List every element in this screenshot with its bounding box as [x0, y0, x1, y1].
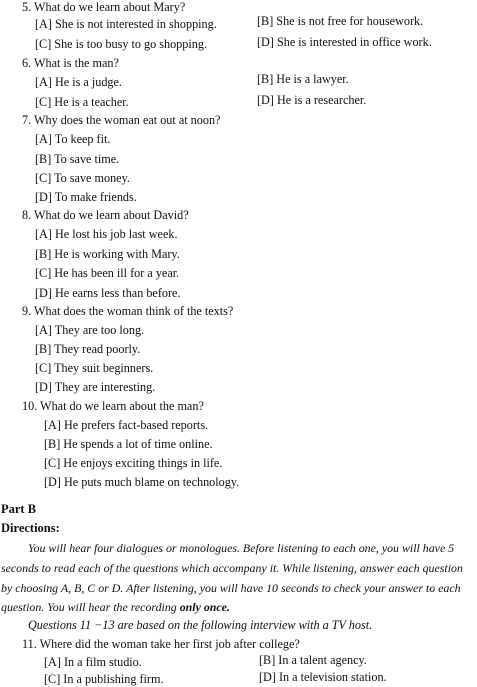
question-9-stem: 9. What does the woman think of the texts?	[22, 304, 234, 318]
directions-line-2: seconds to read each of the questions which accompany it. While listening, answer each question	[1, 561, 463, 575]
question-5-option-b: [B] She is not free for housework.	[257, 14, 424, 28]
directions-line-3: by choosing A, B, C or D. After listening, you will have 10 seconds to check your answer to each	[1, 581, 461, 595]
questions-note: Questions 11 −13 are based on the following interview with a TV host.	[28, 618, 373, 632]
question-8-stem: 8. What do we learn about David?	[22, 208, 189, 222]
question-6-stem: 6. What is the man?	[22, 56, 119, 70]
question-8-option-d: [D] He earns less than before.	[35, 286, 181, 300]
directions-label: Directions:	[1, 521, 60, 535]
directions-last-text: question. You will hear the recording	[1, 600, 180, 614]
question-5-option-c: [C] She is too busy to go shopping.	[35, 37, 207, 51]
question-9-option-b: [B] They read poorly.	[35, 342, 141, 356]
question-7-option-a: [A] To keep fit.	[35, 132, 111, 146]
question-10-option-d: [D] He puts much blame on technology.	[44, 475, 240, 489]
question-8-option-c: [C] He has been ill for a year.	[35, 266, 180, 280]
question-6-option-a: [A] He is a judge.	[35, 75, 122, 89]
part-b-heading: Part B	[1, 502, 37, 516]
question-6-option-b: [B] He is a lawyer.	[257, 72, 349, 86]
question-7-option-b: [B] To save time.	[35, 152, 120, 166]
question-9-option-a: [A] They are too long.	[35, 323, 145, 337]
question-10-option-a: [A] He prefers fact-based reports.	[44, 418, 209, 432]
question-7-option-c: [C] To save money.	[35, 171, 130, 185]
question-7-stem: 7. Why does the woman eat out at noon?	[22, 113, 221, 127]
question-5-stem: 5. What do we learn about Mary?	[22, 0, 186, 14]
question-11-option-a: [A] In a film studio.	[44, 655, 142, 669]
question-10-option-c: [C] He enjoys exciting things in life.	[44, 456, 223, 470]
directions-emphasis: only once.	[179, 600, 230, 614]
question-8-option-b: [B] He is working with Mary.	[35, 247, 180, 261]
question-9-option-c: [C] They suit beginners.	[35, 361, 154, 375]
question-7-option-d: [D] To make friends.	[35, 190, 137, 204]
question-5-option-d: [D] She is interested in office work.	[257, 35, 432, 49]
question-6-option-d: [D] He is a researcher.	[257, 93, 367, 107]
directions-line-4	[1, 600, 230, 615]
question-9-option-d: [D] They are interesting.	[35, 380, 156, 394]
question-11-stem: 11. Where did the woman take her first job after college?	[22, 637, 300, 651]
question-11-option-c: [C] In a publishing firm.	[44, 672, 164, 686]
directions-line-1: You will hear four dialogues or monologues. Before listening to each one, you will have 5	[28, 541, 455, 555]
question-6-option-c: [C] He is a teacher.	[35, 95, 129, 109]
question-5-option-a: [A] She is not interested in shopping.	[35, 17, 217, 31]
question-11-option-d: [D] In a television station.	[259, 670, 387, 684]
question-11-option-b: [B] In a talent agency.	[259, 653, 367, 667]
question-10-option-b: [B] He spends a lot of time online.	[44, 437, 213, 451]
question-8-option-a: [A] He lost his job last week.	[35, 227, 178, 241]
question-10-stem: 10. What do we learn about the man?	[22, 399, 204, 413]
